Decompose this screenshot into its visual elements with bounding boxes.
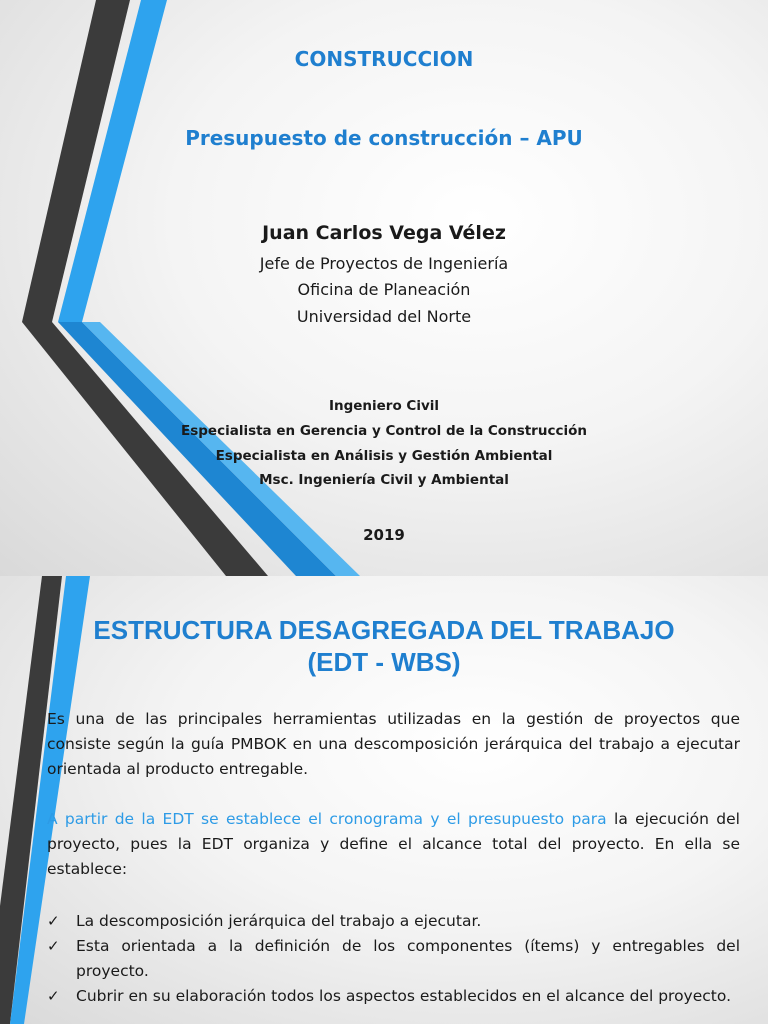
check-mark-icon: ✓ xyxy=(47,987,60,1005)
list-item: ✓ Esta orientada a la definición de los componentes (ítems) y entregables del proyecto. xyxy=(47,934,740,984)
author-role: Jefe de Proyectos de Ingeniería xyxy=(259,254,509,273)
credential-line: Ingeniero Civil xyxy=(328,398,440,414)
credential-line: Msc. Ingeniería Civil y Ambiental xyxy=(259,472,509,488)
slide-title-abbrev: (EDT - WBS) xyxy=(307,647,461,677)
presentation-title: CONSTRUCCION xyxy=(294,47,474,71)
list-item: ✓ La descomposición jerárquica del trabajo a ejecutar. xyxy=(47,909,740,934)
content-slide xyxy=(0,576,768,1024)
credential-line: Especialista en Gerencia y Control de la Construcción xyxy=(181,423,587,439)
author-office: Oficina de Planeación xyxy=(297,280,471,299)
paragraph-text: la ejecución del proyecto, pues la EDT organiza y define el alcance total del proyecto. En ella se establece: xyxy=(47,810,740,878)
credential-line: Especialista en Análisis y Gestión Ambiental xyxy=(215,448,553,464)
list-item: ✓ Cubrir en su elaboración todos los aspectos establecidos en el alcance del proyecto. xyxy=(47,984,740,1009)
checklist xyxy=(47,909,740,1009)
author-university: Universidad del Norte xyxy=(296,307,472,326)
slide-title: ESTRUCTURA DESAGREGADA DEL TRABAJO xyxy=(93,615,675,645)
check-mark-icon: ✓ xyxy=(47,937,60,955)
check-mark-icon: ✓ xyxy=(47,912,60,930)
presentation-year: 2019 xyxy=(363,526,405,544)
highlighted-text: A partir de la EDT se establece el cronograma y el presupuesto para xyxy=(47,810,607,828)
definition-paragraph: Es una de las principales herramientas utilizadas en la gestión de proyectos que consiste según la guía PMBOK en una descomposición jerárquica del trabajo a ejecutar orientada al producto entregable. xyxy=(47,710,740,778)
edt-paragraph xyxy=(47,807,740,882)
presentation-subtitle: Presupuesto de construcción – APU xyxy=(185,126,583,150)
author-name: Juan Carlos Vega Vélez xyxy=(262,222,506,244)
